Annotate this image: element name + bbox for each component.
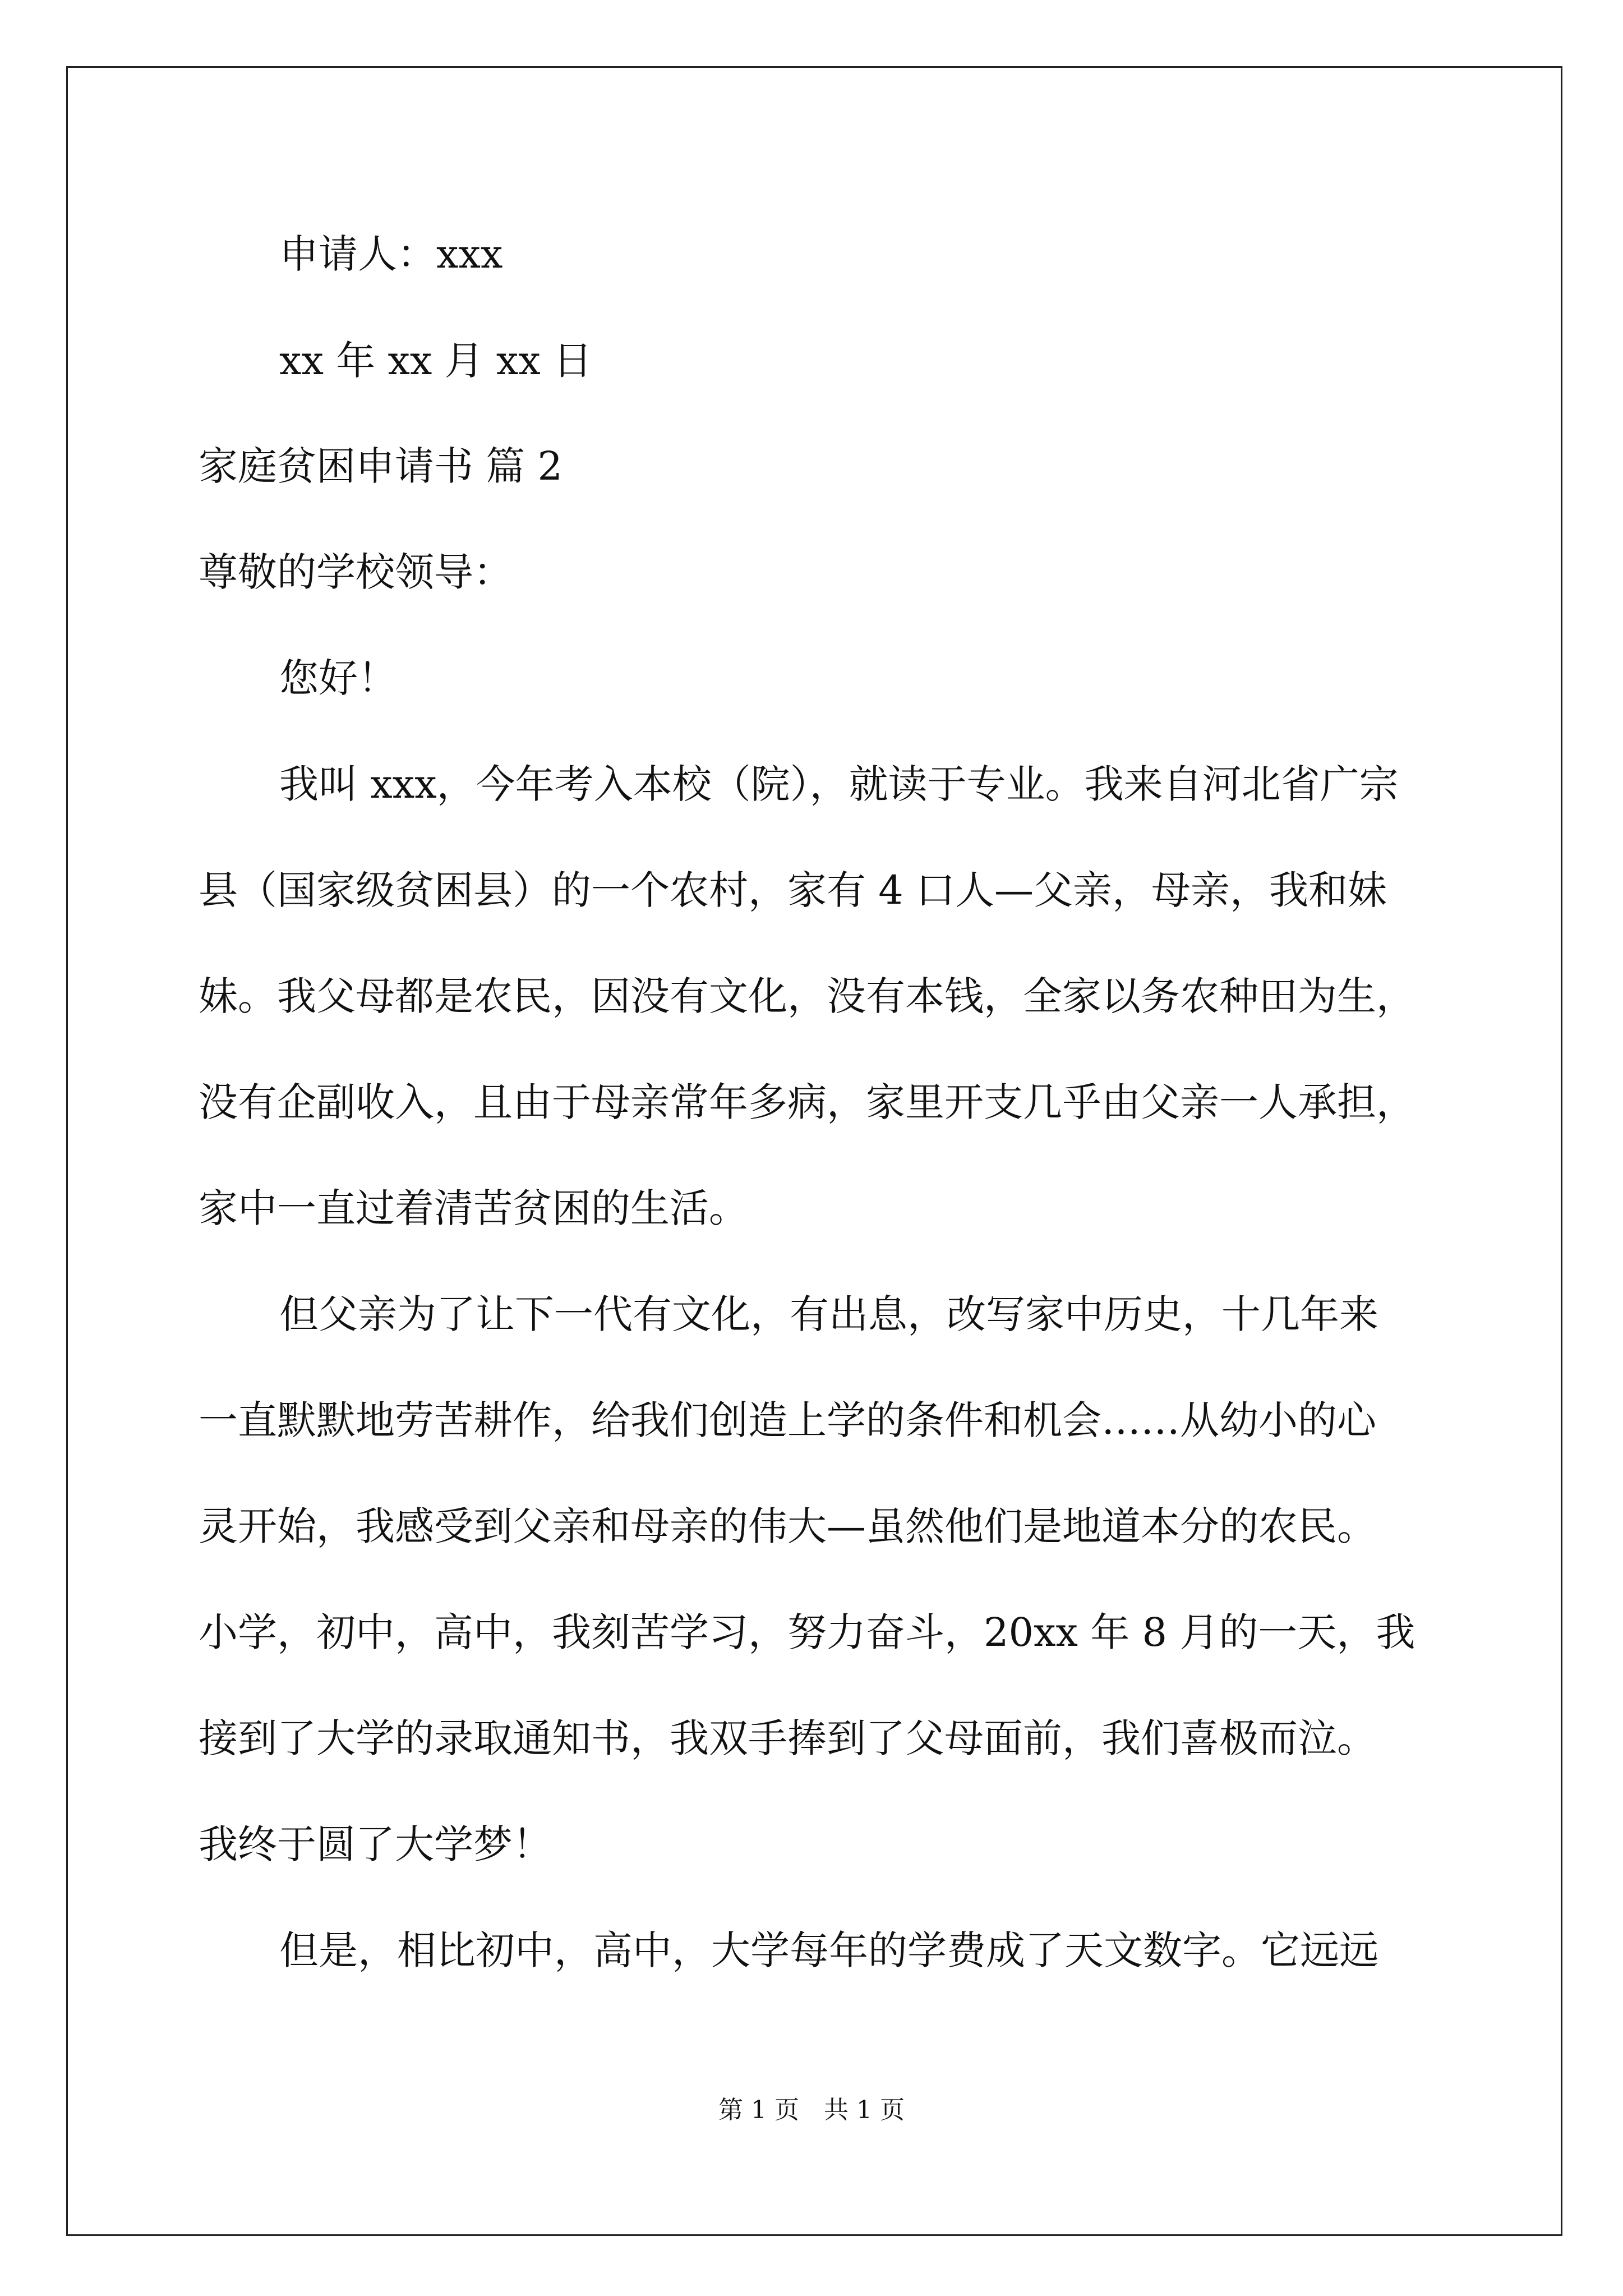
body-line: 但是，相比初中，高中，大学每年的学费成了天文数字。它远远 xyxy=(279,1927,1378,1973)
page-border xyxy=(66,66,1562,2236)
body-line: 小学，初中，高中，我刻苦学习，努力奋斗，20xx 年 8 月的一天，我 xyxy=(199,1609,1415,1655)
body-line: 家中一直过着清苦贫困的生活。 xyxy=(199,1185,748,1231)
body-line: 县（国家级贫困县）的一个农村，家有 4 口人—父亲，母亲，我和妹 xyxy=(199,867,1387,913)
body-line: 我终于圆了大学梦！ xyxy=(199,1821,552,1867)
body-line: 但父亲为了让下一代有文化，有出息，改写家中历史，十几年来 xyxy=(279,1291,1378,1337)
body-line: 妹。我父母都是农民，因没有文化，没有本钱，全家以务农种田为生， xyxy=(199,973,1415,1019)
body-line: 没有企副收入，且由于母亲常年多病，家里开支几乎由父亲一人承担， xyxy=(199,1079,1415,1125)
body-line: 灵开始，我感受到父亲和母亲的伟大—虽然他们是地道本分的农民。 xyxy=(199,1503,1376,1549)
body-line: 一直默默地劳苦耕作，给我们创造上学的条件和机会……从幼小的心 xyxy=(199,1397,1376,1443)
greeting: 您好！ xyxy=(279,655,397,701)
body-line: 我叫 xxx，今年考入本校（院），就读于专业。我来自河北省广宗 xyxy=(279,761,1399,807)
applicant-line: 申请人：xxx xyxy=(279,231,503,277)
body-line: 接到了大学的录取通知书，我双手捧到了父母面前，我们喜极而泣。 xyxy=(199,1715,1376,1761)
page-footer: 第 1 页 共 1 页 xyxy=(718,2096,905,2124)
salutation: 尊敬的学校领导： xyxy=(199,549,513,595)
section-title: 家庭贫困申请书 篇 2 xyxy=(199,443,563,489)
date-line: xx 年 xx 月 xx 日 xyxy=(279,338,593,384)
